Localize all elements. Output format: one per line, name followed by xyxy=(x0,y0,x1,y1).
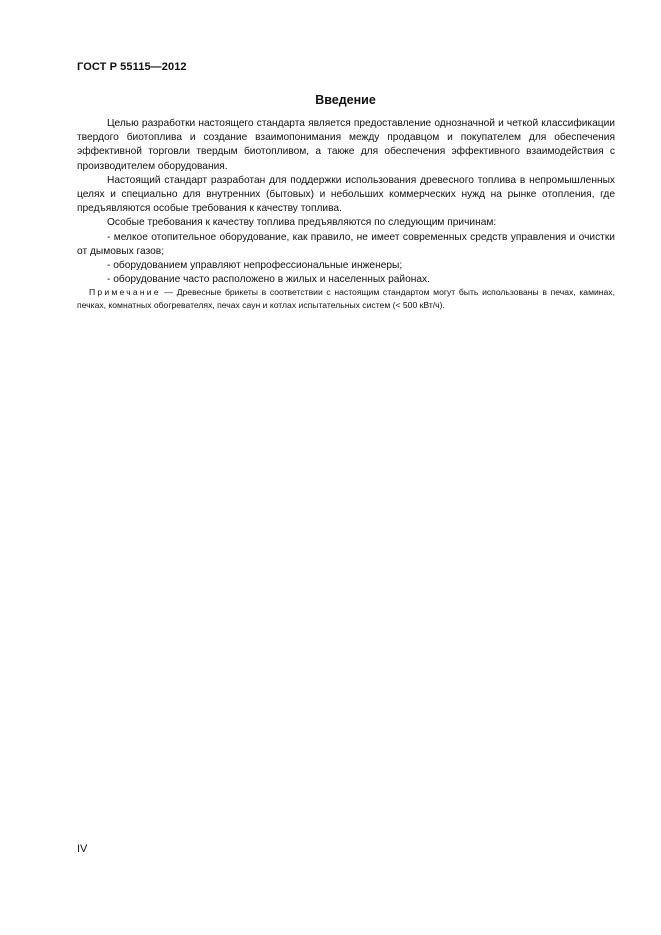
list-item-reason-1: - мелкое отопительное оборудование, как правило, не имеет современных средств управления и очистки от дымовых газов; xyxy=(77,231,615,257)
note-text: Древесные брикеты в соответствии с настоящим стандартом могут быть использованы в печах, каминах, печках, комнатных обогревателях, печах саун и котлах испытательных систем (< 500 кВт/ч). xyxy=(77,287,615,310)
paragraph-requirements-intro: Особые требования к качеству топлива предъявляются по следующим причинам: xyxy=(107,217,497,229)
note-label: Примечание xyxy=(89,287,161,297)
document-header-standard-id: ГОСТ Р 55115—2012 xyxy=(77,61,187,73)
note-block xyxy=(77,286,615,312)
paragraph-scope: Настоящий стандарт разработан для поддержки использования древесного топлива в непромышленных целях и специально для внутренних (бытовых) и небольших коммерческих нужд на рынке отопления, где предъявляются особые требования к качеству топлива. xyxy=(77,174,615,215)
list-item-reason-3: - оборудование часто расположено в жилых и населенных районах. xyxy=(107,274,430,286)
note-dash: — xyxy=(164,287,174,297)
paragraph-purpose: Целью разработки настоящего стандарта является предоставление однозначной и четкой классификации твердого биотоплива и создание взаимопонимания между продавцом и покупателем для обеспечения эффективной торговли твердым биотопливом, а также для обеспечения эффективного взаимодействия с производителем оборудования. xyxy=(77,118,615,172)
page-number: IV xyxy=(77,843,88,855)
introduction-body xyxy=(77,117,615,287)
list-item-reason-2: - оборудованием управляют непрофессиональные инженеры; xyxy=(107,260,403,272)
section-title: Введение xyxy=(315,93,376,107)
